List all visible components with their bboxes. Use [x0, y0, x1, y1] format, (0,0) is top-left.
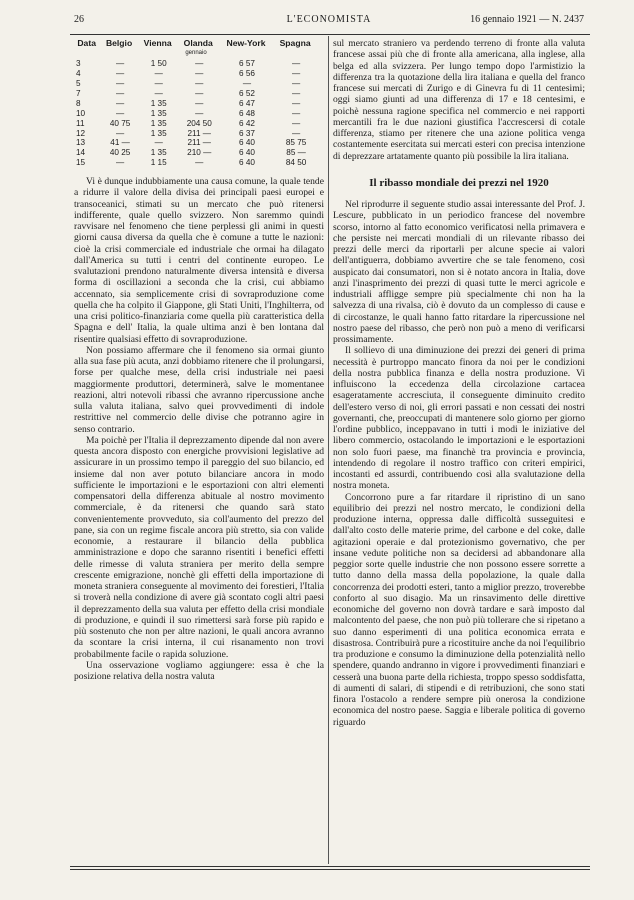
table-cell: 6 47: [239, 98, 255, 108]
table-cell: —: [195, 88, 204, 98]
table-cell: 10: [76, 108, 86, 118]
journal-title: L'ECONOMISTA: [286, 14, 372, 25]
table-cell: —: [154, 88, 163, 98]
column-header: Belgio: [105, 38, 133, 48]
table-cell: —: [292, 59, 301, 69]
table-cell: —: [195, 158, 204, 168]
table-cell: 6 57: [239, 59, 255, 69]
table-cell: 85 —: [286, 148, 306, 158]
table-cell: 1 15: [150, 158, 167, 168]
column-header: Olanda: [183, 38, 213, 48]
column-header: New-York: [226, 38, 266, 48]
table-row: [74, 89, 318, 99]
table-cell: —: [154, 138, 163, 148]
table-cell: 4: [76, 69, 81, 79]
table-row: [74, 99, 318, 109]
section-title: Il ribasso mondiale dei prezzi nel 1920: [369, 176, 549, 189]
table-cell: —: [292, 88, 301, 98]
table-row: [74, 129, 318, 139]
table-cell: —: [195, 69, 204, 79]
paragraph: Non possiamo affermare che il fenomeno sia ormai giunto alla sua fase più acuta, anzi dobbiamo ritenere che il prolungarsi, forse per qualche mese, della crisi industriale nei paesi maggiormente produttori, determinerà, salve le momentanee reazioni, altri notevoli ribassi che avranno ripercussione anche sulla valuta italiana, salvo quei provvedimenti di indole restrittive nel commercio delle divise che potranno agire in senso contrario.: [74, 344, 324, 435]
table-cell: —: [154, 69, 163, 79]
table-cell: —: [292, 98, 301, 108]
table-cell: 6 40: [239, 138, 255, 148]
table-cell: 6 40: [239, 148, 255, 158]
table-row: [74, 148, 318, 158]
paragraph: Concorrono pure a far ritardare il ripristino di un sano equilibrio dei prezzi nel nostro mercato, le condizioni della produzione interna, oppressa dalle difficoltà susseguitesi e dall'alto costo delle materie prime, del carbone e del coke, dalle agitazioni operaie e dal protezionismo governativo, che per insane vedute politiche non sa decidersi ad abbandonare alla peggior sorte quelle industrie che non possono essere sorrette a tutto danno della massa della popolazione, la quale dalla concorrenza dei prodotti esteri, tanto a miglior prezzo, troverebbe conforto al suo disagio. Ma un rinsavimento delle direttive economiche del governo non dovrà tardare e sarà imposto dal malcontento del paese, che non può più tollerare che si ripetano a suo danno esperimenti di una politica economica errata e disastrosa. Contribuirà pure a ricostituire anche da noi l'equilibrio tra produzione e consumo la diminuzione della potenzialità nello spendere, quando andranno in vigore i provvedimenti finanziari e cesserà una buona parte della richiesta, troppo spesso soddisfatta, di aumenti di salari, di stipendi e di retribuzioni, che sono stati finora l'ostacolo a rendere sempre più onerosa la condizione economica del nostro paese. Saggia e liberale politica di governo riguardo: [333, 491, 585, 728]
page-number: 26: [74, 14, 84, 25]
right-column: [333, 38, 585, 728]
table-cell: —: [242, 78, 252, 88]
table-cell: 15: [76, 158, 86, 168]
table-cell: 8: [76, 98, 81, 108]
table-row: [74, 138, 318, 148]
table-cell: —: [292, 128, 301, 138]
table-cell: —: [115, 128, 125, 138]
column-header: Vienna: [143, 38, 172, 48]
table-cell: 6 42: [239, 118, 255, 128]
table-cell: —: [115, 108, 125, 118]
table-cell: —: [195, 59, 204, 69]
table-cell: 211 —: [187, 138, 211, 148]
table-cell: —: [115, 69, 125, 79]
table-cell: 14: [76, 148, 86, 158]
table-cell: 41 —: [110, 138, 130, 148]
paragraph: Nel riprodurre il seguente studio assai interessante del Prof. J. Lescure, pubblicato in un periodico francese del novembre scorso, intorno al fatto economico verificatosi nella primavera e che persiste nei mercati mondiali di un rilevante ribasso dei prezzi delle merci da riportarli per alcune specie ai valori dell'antiguerra, dobbiamo avvertire che se tale fenomeno, così auspicato dai consumatori, non si è notato ancora in Italia, dove anzi l'inasprimento dei prezzi di quasi tutte le merci agricole e industriali affligge sempre più specialmente chi non ha la salvezza di una rivalsa, ciò è dovuto da un complesso di cause e di circostanze, le quali hanno fatto ritardare la ripercussione nel nostro paese del ribasso, che però non può a meno di verificarsi prossimamente.: [333, 199, 585, 345]
table-header-row: [74, 38, 318, 49]
table-cell: 204 50: [186, 118, 212, 128]
table-cell: 40 25: [109, 148, 131, 158]
table-cell: 6 37: [239, 128, 255, 138]
column-header: Data: [77, 38, 96, 48]
column-divider: [328, 36, 329, 864]
table-cell: —: [292, 108, 301, 118]
table-cell: —: [115, 98, 125, 108]
table-row: [74, 109, 318, 119]
table-cell: —: [115, 78, 125, 88]
paragraph: Ma poichè per l'Italia il deprezzamento dipende dal non avere questa ancora disposto con energiche provvisioni legislative ad assicurare in un prossimo tempo il pareggio del suo bilancio, ed insieme dal non aver potuto bilanciare ancora in modo sufficiente le importazioni e le esportazioni con altri elementi compensatori della differenza abituale al nostro movimento commerciale, è da ritenersi che quando sarà stato convenientemente provveduto, sia coll'aumento del prezzo del pane, sia con un regime fiscale ancora più stretto, sia con valide economie, a restaurare il bilancio della pubblica amministrazione e dopo che saranno risentiti i benefici effetti delle rimesse di valuta straniera per merito della sempre crescente emigrazione, nonchè gli effetti della importazione di moneta straniera conseguente al movimento dei forestieri, l'Italia si troverà nella condizione di avere già scontato cogli altri paesi il deprezzamento della sua valuta per effetto della crisi mondiale di produzione, e quindi il suo rimettersi sarà forse più rapido e più sostenuto che non per altre nazioni, le quali ancora avranno da scontare la crisi interna, il cui risanamento non trovi probabilmente facile o rapida soluzione.: [74, 434, 324, 660]
table-cell: 5: [76, 78, 81, 88]
paragraph: Il sollievo di una diminuzione dei prezzi dei generi di prima necessità è purtroppo mancato finora da noi per le condizioni della nostra pubblica finanza e della nostra produzione. Vi influiscono la eccedenza della circolazione cartacea esageratamente accresciuta, il conseguente diminuito credito dell'estero verso di noi, gli errori passati e non cessati dei nostri governanti, che, preoccupati di mantenere solo giorno per giorno l'ordine pubblico, inceppavano in tutti i modi le iniziative del libero commercio, ostacolando le importazioni e le esportazioni non solo fuori paese, ma financhè tra provincia e provincia, intendendo di regolare il nostro traffico con criteri empirici, incostanti ed assurdi, contribuendo così alla svalutazione della nostra moneta.: [333, 345, 585, 492]
table-cell: 1 50: [150, 59, 167, 69]
table-cell: —: [115, 158, 125, 168]
table-cell: 40 75: [109, 118, 131, 128]
table-cell: 6 56: [239, 69, 255, 79]
table-row: [74, 69, 318, 79]
table-cell: 12: [76, 128, 86, 138]
table-cell: 6 52: [239, 88, 255, 98]
table-body: [74, 59, 318, 168]
table-cell: 6 40: [239, 158, 255, 168]
table-row: [74, 158, 318, 168]
table-cell: 1 35: [150, 148, 167, 158]
table-row: [74, 79, 318, 89]
table-cell: —: [195, 108, 204, 118]
table-cell: 210 —: [187, 148, 212, 158]
issue-date: 16 gennaio 1921 — N. 2437: [470, 14, 584, 25]
paragraph-continued: sul mercato straniero va perdendo terreno di fronte alla valuta francese assai più che di fronte alla americana, alla inglese, alla belga ed alla svizzera. Per lungo tempo dopo l'armistizio la differenza tra la quotazione della lira italiana e quella del franco francese sui mercati di Zurigo e di Ginevra fu di 11 centesimi; oggi siamo giunti ad una differenza di 17 e 18 centesimi, e poichè nessuna ragione specifica nel commercio e nei rapporti mercantili fra le due nazioni giustifica l'accrescersi di cotale differenza, stiamo per ritenere che una azione politica venga costantemente esercitata sui mercati esteri con precisa intenzione di deprezzare artatamente quanto più possibile la lira italiana.: [333, 38, 585, 162]
table-cell: —: [292, 69, 301, 79]
table-cell: 1 35: [150, 128, 167, 138]
table-cell: —: [195, 98, 204, 108]
header-rule: [70, 34, 590, 35]
table-cell: 1 35: [150, 118, 167, 128]
table-cell: 211 —: [187, 128, 211, 138]
table-cell: —: [292, 78, 301, 88]
paragraph: Vi è dunque indubbiamente una causa comune, la quale tende a ridurre il valore della divisa dei principali paesi europei e transoceanici, stimati su un mercato che può ritenersi indifferente, quale quello svizzero. Non saremmo quindi ravvisare nel fenomeno che tiene perplessi gli animi in questi giorni causa diversa da quella che è comune a tutte le nazioni: cioè la crisi commerciale ed industriale che ormai ha dilagato dall'America su tutti i centri del continente europeo. Le svalutazioni prendono naturalmente diversa intensità e diversa forma di oscillazioni a seconda che la crisi, cui abbiamo accennato, sia semplicemente crisi di sovraproduzione come quella che ha colpito il Giappone, gli Stati Uniti, l'Inghilterra, od una crisi politico-finanziaria come quella più caratteristica della Spagna e dell' Italia, la quale ultima anzi è ben lontana dal risentire qualsiasi effetto di sovraproduzione.: [74, 176, 324, 345]
table-row: [74, 59, 318, 69]
month-label: gennaio: [185, 50, 207, 57]
table-cell: —: [195, 78, 204, 88]
table-cell: 3: [76, 59, 81, 69]
exchange-rate-table: [74, 38, 318, 168]
running-header: [74, 14, 584, 32]
footer-rule-double: [70, 869, 590, 870]
footer-rule: [70, 866, 590, 867]
left-column: [74, 38, 324, 682]
table-cell: 13: [76, 138, 86, 148]
table-cell: 6 48: [239, 108, 255, 118]
column-header: Spagna: [279, 38, 311, 48]
table-cell: —: [154, 78, 163, 88]
paragraph: Una osservazione vogliamo aggiungere: essa è che la posizione relativa della nostra valuta: [74, 659, 324, 683]
table-row: [74, 119, 318, 129]
table-cell: 1 35: [150, 108, 167, 118]
table-cell: 7: [76, 88, 81, 98]
table-cell: 85 75: [285, 138, 307, 148]
table-cell: 1 35: [150, 98, 167, 108]
table-cell: —: [292, 118, 301, 128]
table-cell: —: [115, 59, 125, 69]
table-cell: 84 50: [285, 158, 307, 168]
table-cell: —: [115, 88, 125, 98]
table-cell: 11: [76, 118, 85, 128]
